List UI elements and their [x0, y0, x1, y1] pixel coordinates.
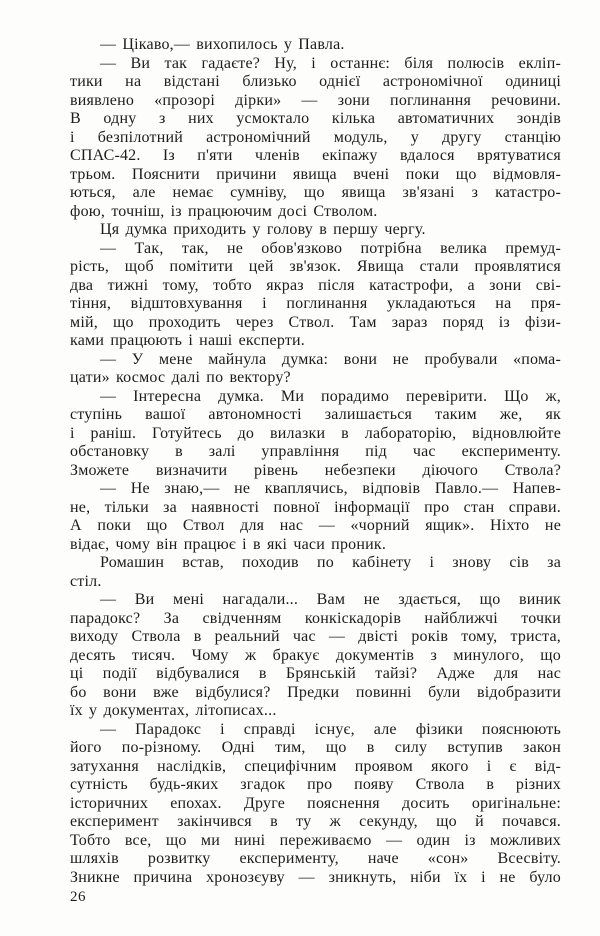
text-line: ками працюють і наші експерти. [70, 332, 305, 349]
text-line: Ромашин встав, походив по кабінету і знову сів за [100, 554, 561, 571]
text-line: і раніш. Готуйтесь до вилазки в лабораторію, відновлюйте [70, 424, 561, 442]
text-line: не, тільки за наявності повної інформації про стан справи. [70, 498, 561, 516]
text-line: — Ви мені нагадали... Вам не здається, що виник [100, 591, 561, 608]
text-line: — Не знаю,— не кваплячись, відповів Павло.— Напев- [100, 480, 561, 497]
text-line: експеримент закінчився в ту ж секунду, що й почався. [70, 813, 561, 830]
text-line: відає, чому він працює і в які часи проник. [70, 535, 387, 553]
text-line: його по-різному. Одні тим, що в силу вступив закон [70, 739, 561, 756]
text-line: — У мене майнула думка: вони не пробували «пома- [100, 350, 561, 368]
text-line: Тобто все, що ми нині переживаємо — один із можливих [70, 831, 561, 849]
text-line: шляхів розвитку експерименту, наче «сон» Всесвіту. [70, 850, 561, 867]
text-line: історичних епохах. Друге пояснення досить оригінальне: [70, 794, 561, 812]
text-line: стіл. [70, 572, 102, 590]
text-line: рість, щоб помітити цей зв'язок. Явища стали проявлятися [70, 258, 561, 275]
text-line: фою, точніш, із працюючим досі Стволом. [70, 202, 378, 220]
text-line: бо вони вже відбулися? Предки повинні були відобразити [70, 683, 561, 701]
text-line: мій, що проходить через Ствол. Там зараз поряд із фізи- [70, 313, 561, 331]
body-text-block [70, 36, 561, 887]
text-line: Зможете визначити рівень небезпеки діючого Ствола? [70, 461, 561, 479]
text-line: ються, але немає сумніву, що явища зв'язані з катастро- [70, 184, 561, 201]
text-line: десять тисяч. Чому ж бракує документів з минулого, що [70, 646, 561, 664]
text-line: ступінь вашої автономності залишається таким же, як [70, 406, 561, 423]
text-line: Ця думка приходить у голову в першу чергу. [100, 221, 426, 238]
text-line: їх у документах, літописах... [70, 702, 277, 719]
text-line: — Так, так, не обов'язково потрібна велика премуд- [100, 239, 561, 257]
text-line: виходу Ствола в реальний час — двісті років тому, триста, [70, 628, 561, 645]
text-line: обстановку в залі управління під час експерименту. [70, 443, 561, 460]
text-line: затухання наслідків, специфічним проявом якого і є від- [70, 757, 561, 775]
page-number: 26 [70, 889, 86, 905]
text-line: — Парадокс і справді існує, але фізики пояснюють [100, 720, 561, 738]
text-line: тіння, відштовхування і поглинання укладаються на пря- [70, 295, 561, 312]
text-line: трьом. Пояснити причини явища вчені поки що відмовля- [70, 165, 561, 183]
text-line: СПАС-42. Із п'яти членів екіпажу вдалося врятуватися [70, 147, 561, 164]
text-line: — Інтересна думка. Ми порадимо перевірити. Що ж, [100, 387, 561, 405]
text-line: парадокс? За свідченням конкіскадорів найближчі точки [70, 609, 561, 627]
text-line: В одну з них усмоктало кілька автоматичних зондів [70, 110, 561, 127]
text-line: і безпілотний астрономічний модуль, у другу станцію [70, 128, 561, 146]
text-line: цати» космос далі по вектору? [70, 369, 291, 386]
text-line: — Ви так гадаєте? Ну, і останнє: біля полюсів екліп- [100, 54, 561, 72]
text-line: виявлено «прозорі дірки» — зони поглинання речовини. [70, 91, 561, 109]
text-line: тики на відстані близько однієї астрономічної одиниці [70, 73, 561, 90]
text-line: сутність будь-яких згадок про появу Ствола в різних [70, 776, 561, 793]
text-line: — Цікаво,— вихопилось у Павла. [100, 36, 345, 53]
text-line: Зникне причина хронозєуву — зникнуть, ніби їх і не було [70, 868, 561, 886]
text-line: ці події відбувалися в Брянській тайзі? Адже для нас [70, 665, 561, 682]
text-line: два тижні тому, тобто якраз після катастрофи, а зони сві- [70, 276, 561, 294]
text-line: А поки що Ствол для нас — «чорний ящик». Ніхто не [70, 517, 561, 534]
